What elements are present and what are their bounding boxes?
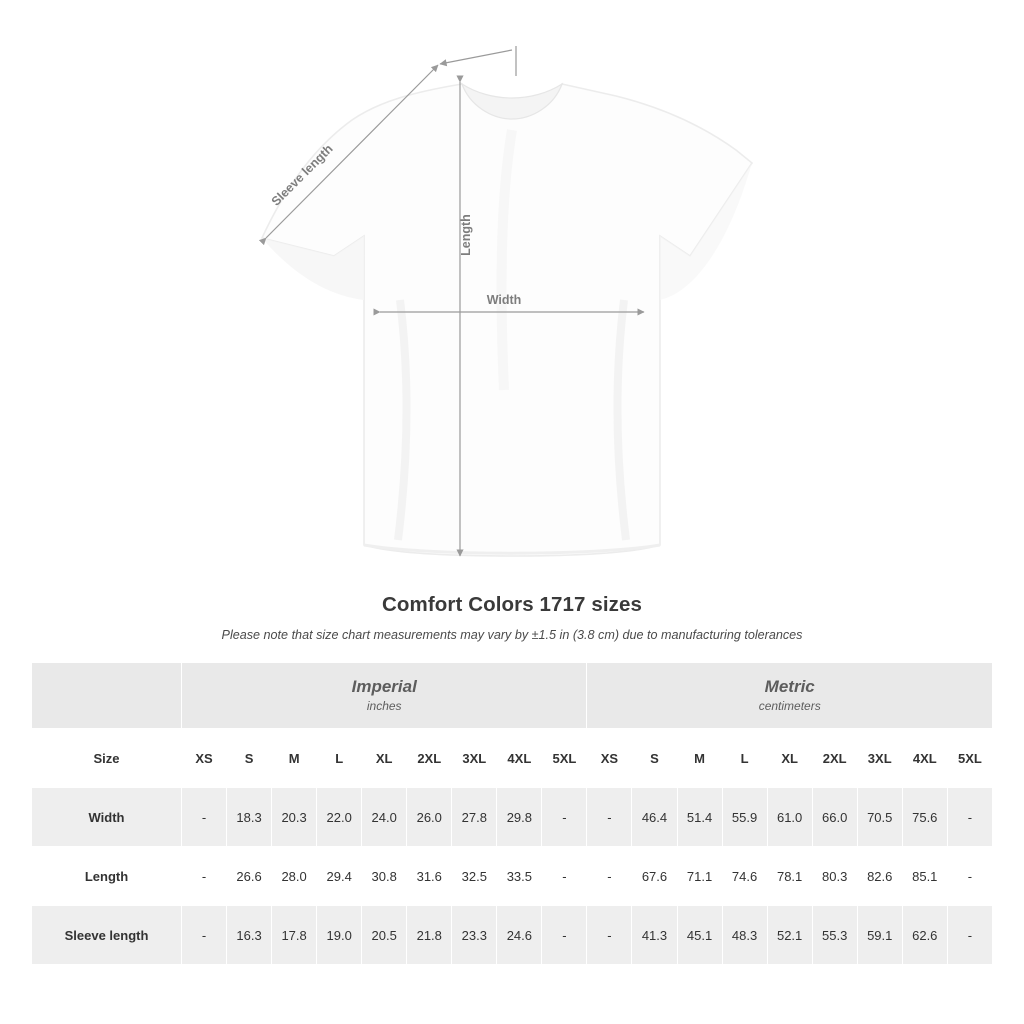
cell-sleeve-metric-3xl: 59.1 (857, 906, 902, 965)
cell-sleeve-metric-2xl: 55.3 (812, 906, 857, 965)
size-header-imperial-3xl: 3XL (452, 729, 497, 788)
size-header-imperial-xl: XL (362, 729, 407, 788)
size-header-metric-s: S (632, 729, 677, 788)
page-title: Comfort Colors 1717 sizes (382, 593, 642, 616)
table-row (32, 847, 993, 906)
cell-width-imperial-m: 20.3 (272, 788, 317, 847)
cell-width-metric-xl: 61.0 (767, 788, 812, 847)
cell-length-metric-s: 67.6 (632, 847, 677, 906)
size-header-imperial-5xl: 5XL (542, 729, 587, 788)
tolerance-note: Please note that size chart measurements may vary by ±1.5 in (3.8 cm) due to manufacturing tolerances (221, 628, 803, 642)
cell-sleeve-imperial-5xl: - (542, 906, 587, 965)
size-header-imperial-2xl: 2XL (407, 729, 452, 788)
cell-width-imperial-xl: 24.0 (362, 788, 407, 847)
cell-length-metric-5xl: - (947, 847, 992, 906)
size-header-imperial-m: M (272, 729, 317, 788)
size-header-metric-l: L (722, 729, 767, 788)
cell-width-metric-5xl: - (947, 788, 992, 847)
cell-length-metric-3xl: 82.6 (857, 847, 902, 906)
cell-length-imperial-m: 28.0 (272, 847, 317, 906)
cell-sleeve-imperial-3xl: 23.3 (452, 906, 497, 965)
row-label-width: Width (32, 788, 182, 847)
cell-sleeve-imperial-4xl: 24.6 (497, 906, 542, 965)
unit-header-row (32, 663, 993, 729)
cell-sleeve-imperial-l: 19.0 (317, 906, 362, 965)
cell-sleeve-imperial-2xl: 21.8 (407, 906, 452, 965)
size-header-imperial-xs: XS (182, 729, 227, 788)
cell-length-metric-2xl: 80.3 (812, 847, 857, 906)
cell-width-metric-4xl: 75.6 (902, 788, 947, 847)
unit-imperial-name: Imperial (351, 677, 417, 697)
cell-length-metric-m: 71.1 (677, 847, 722, 906)
cell-length-imperial-s: 26.6 (227, 847, 272, 906)
unit-metric-name: Metric (764, 677, 815, 697)
cell-length-metric-l: 74.6 (722, 847, 767, 906)
cell-length-imperial-2xl: 31.6 (407, 847, 452, 906)
size-header-metric-xl: XL (767, 729, 812, 788)
size-table-wrap (31, 662, 993, 965)
cell-width-metric-l: 55.9 (722, 788, 767, 847)
cell-sleeve-imperial-s: 16.3 (227, 906, 272, 965)
cell-width-metric-xs: - (587, 788, 632, 847)
size-header-metric-4xl: 4XL (902, 729, 947, 788)
cell-width-imperial-xs: - (182, 788, 227, 847)
cell-width-metric-2xl: 66.0 (812, 788, 857, 847)
cell-sleeve-metric-xl: 52.1 (767, 906, 812, 965)
size-header-imperial-4xl: 4XL (497, 729, 542, 788)
cell-width-imperial-5xl: - (542, 788, 587, 847)
unit-metric (587, 663, 993, 729)
row-label-length: Length (32, 847, 182, 906)
cell-length-metric-xs: - (587, 847, 632, 906)
size-header-metric-2xl: 2XL (812, 729, 857, 788)
size-header-metric-xs: XS (587, 729, 632, 788)
cell-width-imperial-s: 18.3 (227, 788, 272, 847)
unit-row-spacer (32, 663, 182, 729)
cell-width-imperial-3xl: 27.8 (452, 788, 497, 847)
size-table (31, 662, 993, 965)
unit-imperial-sub: inches (366, 698, 402, 713)
cell-length-imperial-5xl: - (542, 847, 587, 906)
size-header-row (32, 729, 993, 788)
width-label: Width (486, 293, 522, 307)
cell-length-imperial-4xl: 33.5 (497, 847, 542, 906)
unit-imperial (182, 663, 587, 729)
cell-sleeve-metric-m: 45.1 (677, 906, 722, 965)
cell-sleeve-imperial-m: 17.8 (272, 906, 317, 965)
cell-width-metric-m: 51.4 (677, 788, 722, 847)
table-row (32, 788, 993, 847)
table-row (32, 906, 993, 965)
row-label-sleeve-length: Sleeve length (32, 906, 182, 965)
unit-metric-sub: centimeters (758, 698, 821, 713)
cell-sleeve-imperial-xs: - (182, 906, 227, 965)
size-header-metric-m: M (677, 729, 722, 788)
cell-sleeve-metric-xs: - (587, 906, 632, 965)
size-header-metric-3xl: 3XL (857, 729, 902, 788)
cell-sleeve-metric-5xl: - (947, 906, 992, 965)
tshirt-shape (262, 84, 752, 556)
cell-width-imperial-4xl: 29.8 (497, 788, 542, 847)
cell-sleeve-metric-l: 48.3 (722, 906, 767, 965)
corner-size-label: Size (32, 729, 182, 788)
size-header-imperial-l: L (317, 729, 362, 788)
cell-width-imperial-l: 22.0 (317, 788, 362, 847)
cell-length-imperial-3xl: 32.5 (452, 847, 497, 906)
cell-length-imperial-xl: 30.8 (362, 847, 407, 906)
cell-length-imperial-l: 29.4 (317, 847, 362, 906)
cell-width-metric-3xl: 70.5 (857, 788, 902, 847)
cell-width-imperial-2xl: 26.0 (407, 788, 452, 847)
sleeve-length-label: Sleeve length (268, 141, 336, 209)
cell-length-metric-xl: 78.1 (767, 847, 812, 906)
chart-heading (0, 593, 1024, 642)
size-header-imperial-s: S (227, 729, 272, 788)
cell-sleeve-metric-4xl: 62.6 (902, 906, 947, 965)
cell-width-metric-s: 46.4 (632, 788, 677, 847)
cell-length-imperial-xs: - (182, 847, 227, 906)
size-header-metric-5xl: 5XL (947, 729, 992, 788)
cell-length-metric-4xl: 85.1 (902, 847, 947, 906)
cell-sleeve-metric-s: 41.3 (632, 906, 677, 965)
length-label: Length (459, 214, 473, 256)
cell-sleeve-imperial-xl: 20.5 (362, 906, 407, 965)
